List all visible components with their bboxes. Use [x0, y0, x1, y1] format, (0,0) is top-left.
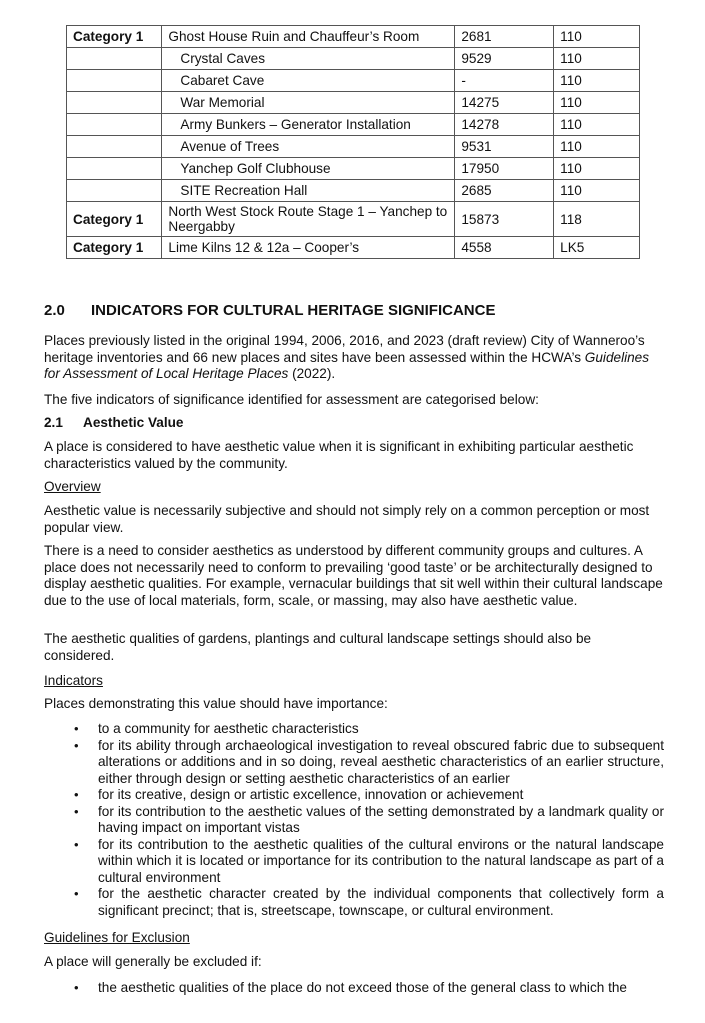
subsection-heading — [44, 415, 664, 432]
exclusion-heading: Guidelines for Exclusion — [44, 930, 190, 945]
table-row — [67, 70, 640, 92]
place-id-cell: 15873 — [455, 202, 554, 237]
table-row — [67, 136, 640, 158]
place-name-cell: Army Bunkers – Generator Installation — [162, 114, 455, 136]
exclusions-list — [44, 980, 664, 997]
place-id-cell: - — [455, 70, 554, 92]
place-name-cell: Avenue of Trees — [162, 136, 455, 158]
bullet-text: for its creative, design or artistic excellence, innovation or achievement — [98, 787, 524, 802]
category-cell — [67, 180, 162, 202]
subsection-number: 2.1 — [44, 415, 63, 430]
table-row — [67, 202, 640, 237]
place-name-cell: SITE Recreation Hall — [162, 180, 455, 202]
indicators-list — [44, 721, 664, 919]
category-cell — [67, 48, 162, 70]
table-row — [67, 48, 640, 70]
place-name-cell: Yanchep Golf Clubhouse — [162, 158, 455, 180]
table-row — [67, 92, 640, 114]
place-id-cell: 9531 — [455, 136, 554, 158]
bullet-icon: • — [74, 803, 79, 819]
heritage-places-table — [66, 25, 640, 259]
reference-cell: 110 — [554, 92, 640, 114]
section-title: INDICATORS FOR CULTURAL HERITAGE SIGNIFICANCE — [91, 302, 496, 319]
place-id-cell: 9529 — [455, 48, 554, 70]
bullet-item — [44, 980, 664, 997]
place-id-cell: 4558 — [455, 237, 554, 259]
exclusion-intro: A place will generally be excluded if: — [44, 954, 262, 969]
bullet-text: for its contribution to the aesthetic qualities of the cultural environs or the natural landscape within which it is located or importance for its contribution to the natural landscape as part of a cultural environment — [98, 836, 664, 885]
category-cell — [67, 92, 162, 114]
place-id-cell: 14275 — [455, 92, 554, 114]
reference-cell: 110 — [554, 158, 640, 180]
bullet-icon: • — [74, 787, 79, 802]
intro-paragraph: Places previously listed in the original 1994, 2006, 2016, and 2023 (draft review) City of Wanneroo’s heritage inventories and 66 new places and sites have been assessed within the HCWA’s Guidelines for Assessment of Local Heritage Places (2022). — [44, 333, 650, 381]
overview-paragraph-2: There is a need to consider aesthetics as understood by different community groups and cultures. A place does not necessarily need to conform to prevailing ‘good taste’ or be architecturally designed to display aesthetic qualities. For example, vernacular buildings that sit well within their cultural landscape due to the use of local materials, form, scale, or massing, may also have aesthetic value. — [44, 543, 663, 608]
category-cell — [67, 114, 162, 136]
bullet-item — [44, 804, 664, 837]
reference-cell: 110 — [554, 136, 640, 158]
table-row — [67, 158, 640, 180]
section-number: 2.0 — [44, 302, 65, 319]
intro-paragraph-2: The five indicators of significance identified for assessment are categorised below: — [44, 392, 539, 407]
reference-cell: 110 — [554, 48, 640, 70]
bullet-icon: • — [74, 836, 79, 852]
category-cell — [67, 70, 162, 92]
overview-paragraph-1: Aesthetic value is necessarily subjective and should not simply rely on a common perception or most popular view. — [44, 503, 650, 535]
reference-cell: 110 — [554, 70, 640, 92]
table-row — [67, 180, 640, 202]
place-name-cell: Ghost House Ruin and Chauffeur’s Room — [162, 26, 455, 48]
reference-cell: 110 — [554, 114, 640, 136]
table-row — [67, 237, 640, 259]
bullet-item — [44, 787, 664, 804]
bullet-item — [44, 837, 664, 887]
place-id-cell: 14278 — [455, 114, 554, 136]
place-name-cell: North West Stock Route Stage 1 – Yanchep to Neergabby — [162, 202, 455, 237]
bullet-icon: • — [74, 980, 79, 995]
bullet-item — [44, 721, 664, 738]
reference-cell: 110 — [554, 26, 640, 48]
table-row — [67, 114, 640, 136]
bullet-icon: • — [74, 886, 79, 901]
reference-cell: LK5 — [554, 237, 640, 259]
category-cell — [67, 158, 162, 180]
place-name-cell: War Memorial — [162, 92, 455, 114]
guidelines-title: Guidelines for Assessment of Local Heritage Places — [44, 349, 650, 381]
place-id-cell: 17950 — [455, 158, 554, 180]
place-name-cell: Cabaret Cave — [162, 70, 455, 92]
bullet-item — [44, 886, 664, 919]
overview-paragraph-3: The aesthetic qualities of gardens, plantings and cultural landscape settings should also be considered. — [44, 631, 592, 663]
indicators-heading: Indicators — [44, 673, 103, 688]
place-name-cell: Crystal Caves — [162, 48, 455, 70]
exclusions-list-container — [44, 980, 664, 997]
table-row — [67, 26, 640, 48]
bullet-text: for its ability through archaeological investigation to reveal obscured fabric due to subsequent alterations or additions and in so doing, reveal aesthetic characteristics of an earlier structure, either through design or setting aesthetic characteristics of an earlier — [98, 737, 664, 786]
reference-cell: 110 — [554, 180, 640, 202]
bullet-icon: • — [74, 737, 79, 753]
bullet-text: for the aesthetic character created by the individual components that collectively form a significant precinct; that is, streetscape, townscape, or cultural environment. — [98, 886, 664, 918]
bullet-text: to a community for aesthetic characteristics — [98, 721, 359, 736]
subsection-title: Aesthetic Value — [83, 415, 184, 430]
place-id-cell: 2685 — [455, 180, 554, 202]
indicators-intro: Places demonstrating this value should have importance: — [44, 696, 388, 711]
bullet-icon: • — [74, 721, 79, 736]
category-cell: Category 1 — [67, 237, 162, 259]
bullet-item — [44, 738, 664, 788]
place-id-cell: 2681 — [455, 26, 554, 48]
category-cell — [67, 136, 162, 158]
indicators-list-container — [44, 721, 664, 919]
category-cell: Category 1 — [67, 202, 162, 237]
definition-paragraph: A place is considered to have aesthetic value when it is significant in exhibiting particular aesthetic characteristics valued by the community. — [44, 439, 634, 471]
reference-cell: 118 — [554, 202, 640, 237]
category-cell: Category 1 — [67, 26, 162, 48]
overview-heading: Overview — [44, 479, 101, 494]
section-heading — [44, 302, 495, 319]
bullet-text: for its contribution to the aesthetic values of the setting demonstrated by a landmark quality or having impact on important vistas — [98, 803, 664, 835]
bullet-text: the aesthetic qualities of the place do not exceed those of the general class to which the — [98, 980, 627, 995]
place-name-cell: Lime Kilns 12 & 12a – Cooper’s — [162, 237, 455, 259]
